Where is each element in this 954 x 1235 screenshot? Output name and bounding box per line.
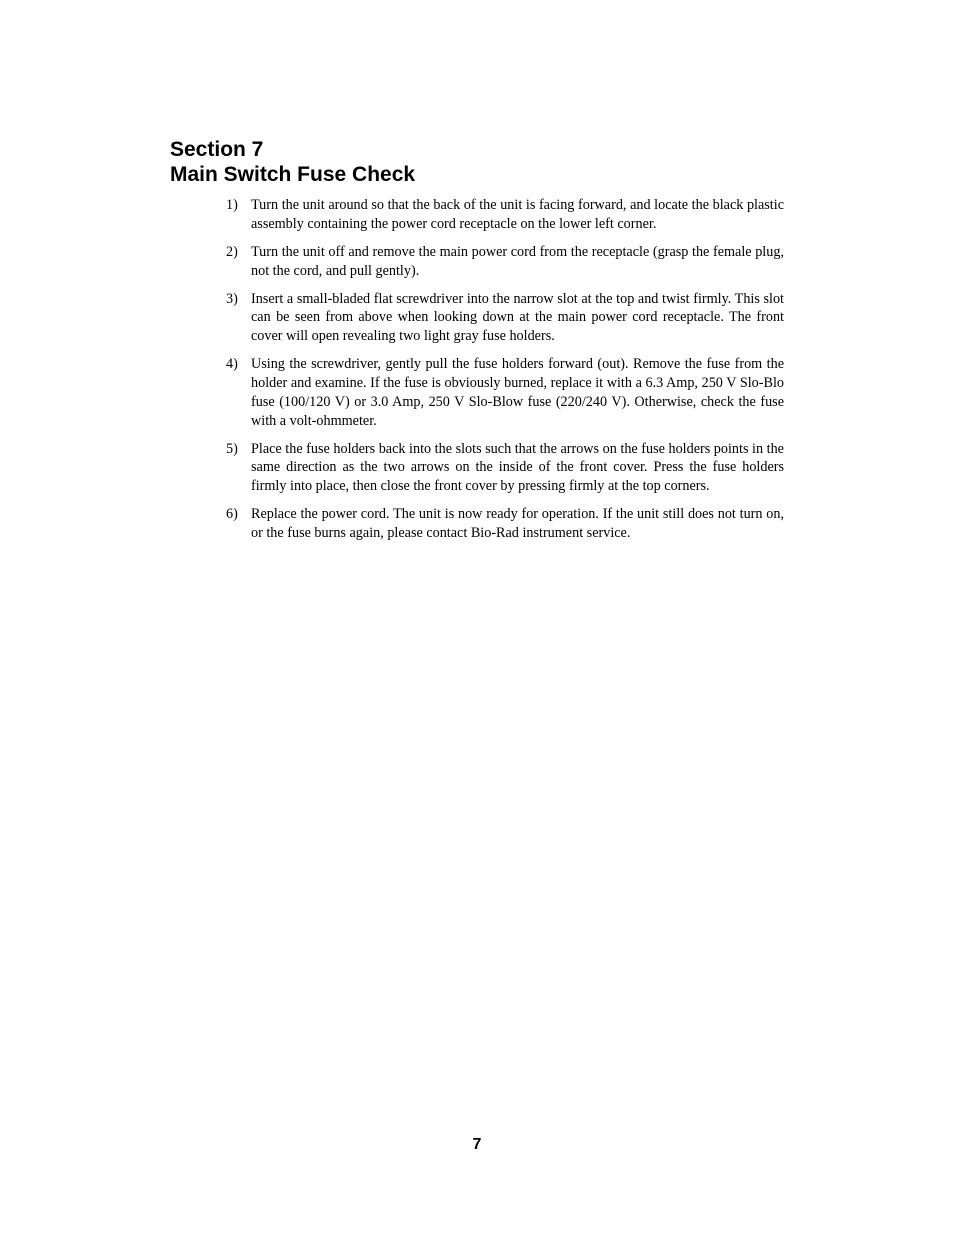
step-text: Turn the unit off and remove the main power cord from the receptacle (grasp the female plug, not the cord, and pull gently). [251, 243, 784, 279]
page-number: 7 [472, 1136, 482, 1153]
step-number: 1) [226, 197, 238, 213]
step-text: Using the screwdriver, gently pull the fuse holders forward (out). Remove the fuse from the holder and examine. If the fuse is obviously burned, replace it with a 6.3 Amp, 250 V Slo-Blo fuse (100/120 V) or 3.0 Amp, 250 V Slo-Blow fuse (220/240 V). Otherwise, check the fuse with a volt-ohmmeter. [251, 356, 784, 429]
section-heading [170, 137, 415, 187]
step-5 [226, 440, 784, 496]
step-6 [226, 505, 784, 543]
step-number: 5) [226, 440, 238, 457]
step-text: Insert a small-bladed flat screwdriver into the narrow slot at the top and twist firmly. This slot can be seen from above when looking down at the main power cord receptacle. The front cover will open revealing two light gray fuse holders. [251, 290, 784, 345]
step-number: 3) [226, 290, 238, 307]
section-title: Main Switch Fuse Check [170, 163, 416, 186]
step-number: 6) [226, 506, 238, 523]
procedure-steps [226, 196, 784, 552]
section-number: Section 7 [170, 138, 264, 161]
step-3 [226, 290, 784, 346]
step-number: 4) [226, 356, 238, 373]
step-2 [226, 243, 784, 281]
step-text: Turn the unit around so that the back of the unit is facing forward, and locate the black plastic assembly containing the power cord receptacle on the lower left corner. [251, 197, 784, 232]
step-1 [226, 196, 784, 234]
step-4 [226, 355, 784, 430]
step-text: Replace the power cord. The unit is now ready for operation. If the unit still does not turn on, or the fuse burns again, please contact Bio-Rad instrument service. [251, 506, 784, 541]
step-number: 2) [226, 243, 238, 260]
step-text: Place the fuse holders back into the slots such that the arrows on the fuse holders points in the same direction as the two arrows on the inside of the front cover. Press the fuse holders firmly into place, then close the front cover by pressing firmly at the top corners. [251, 440, 784, 495]
